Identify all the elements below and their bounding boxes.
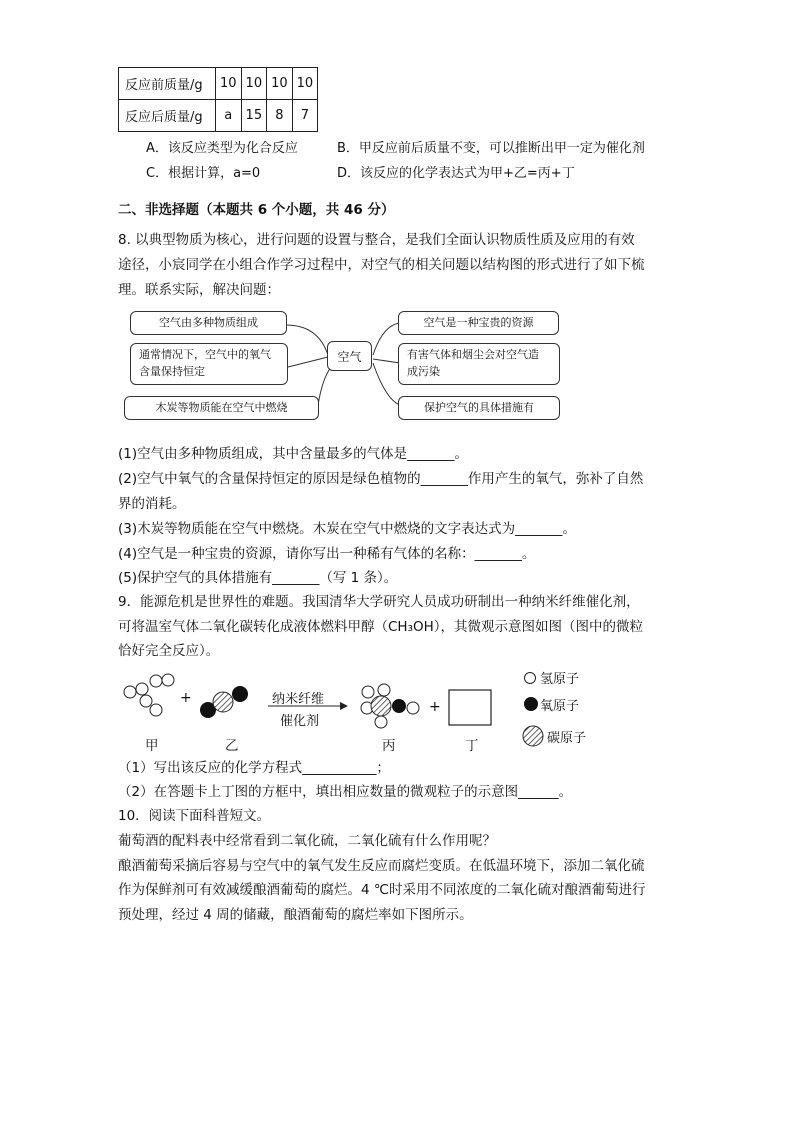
label-ding: 丁 bbox=[465, 738, 479, 754]
option-a: A．该反应类型为化合反应 bbox=[146, 141, 298, 156]
mass-table bbox=[118, 67, 318, 132]
q8-intro-line: 理。联系实际，解决问题： bbox=[118, 282, 280, 298]
legend-carbon: 碳原子 bbox=[547, 731, 587, 746]
plus-sign: + bbox=[429, 699, 441, 715]
diagram-node-label: 通常情况下，空气中的氧气 bbox=[139, 348, 271, 361]
q10-paragraph-line: 葡萄酒的配料表中经常看到二氧化硫，二氧化硫有什么作用呢？ bbox=[118, 833, 496, 849]
table-row bbox=[119, 68, 318, 100]
table-row-label: 反应后质量/g bbox=[119, 100, 216, 132]
legend-hydrogen: 氢原子 bbox=[540, 672, 580, 687]
reaction-micro-diagram bbox=[118, 668, 608, 754]
table-cell: 10 bbox=[292, 68, 318, 100]
table-row-label: 反应前质量/g bbox=[119, 68, 216, 100]
diagram-node-label: 空气是一种宝贵的资源 bbox=[423, 316, 534, 329]
q10-paragraph-line: 作为保鲜剂可有效减缓酿酒葡萄的腐烂。4 ℃时采用不同浓度的二氧化硫对酿酒葡萄进行 bbox=[118, 882, 646, 898]
table-row bbox=[119, 100, 318, 132]
diagram-node-oxygen-constant bbox=[130, 343, 288, 385]
diagram-node-pollution bbox=[398, 343, 560, 385]
label-bing: 丙 bbox=[382, 738, 396, 754]
diagram-node-label: 成污染 bbox=[407, 365, 440, 378]
arrow-label-top: 纳米纤维 bbox=[272, 692, 325, 707]
diagram-center-node bbox=[327, 341, 372, 371]
label-jia: 甲 bbox=[145, 738, 159, 754]
q9-intro-line: 9．能源危机是世界性的难题。我国清华大学研究人员成功研制出一种纳米纤维催化剂， bbox=[118, 594, 640, 610]
q8-sub2: (2)空气中氧气的含量保持恒定的原因是绿色植物的_______作用产生的氧气，弥补了自然 bbox=[118, 471, 644, 487]
legend-oxygen: 氧原子 bbox=[540, 699, 580, 714]
q8-intro-line: 8. 以典型物质为核心，进行问题的设置与整合，是我们全面认识物质性质及应用的有效 bbox=[118, 232, 635, 248]
hydrogen-atom-symbol bbox=[525, 673, 536, 684]
diagram-node-resource bbox=[398, 311, 559, 335]
option-d: D．该反应的化学表达式为甲+乙=丙+丁 bbox=[337, 166, 575, 181]
option-c: C．根据计算，a=0 bbox=[146, 166, 261, 181]
q8-sub3: (3)木炭等物质能在空气中燃烧。木炭在空气中燃烧的文字表达式为_______。 bbox=[118, 521, 576, 537]
diagram-node-label: 木炭等物质能在空气中燃烧 bbox=[155, 401, 288, 414]
q8-sub5: (5)保护空气的具体措施有_______（写 1 条）。 bbox=[118, 570, 398, 586]
option-b: B．甲反应前后质量不变，可以推断出甲一定为催化剂 bbox=[337, 141, 645, 156]
diagram-node-combustion bbox=[124, 396, 319, 420]
q9-sub2: （2）在答题卡上丁图的方框中，填出相应数量的微观粒子的示意图______。 bbox=[118, 784, 573, 800]
q8-intro-line: 途径，小宸同学在小组合作学习过程中，对空气的相关问题以结构图的形式进行了如下梳 bbox=[118, 257, 645, 273]
q8-sub4: (4)空气是一种宝贵的资源，请你写出一种稀有气体的名称：_______。 bbox=[118, 546, 536, 562]
methanol-molecule bbox=[361, 684, 419, 728]
diagram-center-label: 空气 bbox=[337, 349, 362, 364]
diagram-node-protection bbox=[398, 396, 560, 420]
table-cell: 15 bbox=[241, 100, 267, 132]
label-yi: 乙 bbox=[225, 738, 239, 754]
section-title: 二、非选择题（本题共 6 个小题，共 46 分） bbox=[118, 202, 395, 218]
q10-paragraph-line: 预处理，经过 4 周的储藏，酿酒葡萄的腐烂率如下图所示。 bbox=[118, 907, 473, 923]
diagram-node-composition bbox=[130, 311, 287, 335]
diagram-node-label: 有害气体和烟尘会对空气造 bbox=[407, 348, 539, 361]
q9-intro-line: 可将温室气体二氧化碳转化成液体燃料甲醇（CH₃OH），其微观示意图如图（图中的微粒 bbox=[118, 619, 644, 635]
table-cell: 10 bbox=[216, 68, 242, 100]
diagram-node-label: 含量保持恒定 bbox=[139, 365, 205, 378]
table-cell: 8 bbox=[267, 100, 293, 132]
carbon-dioxide-molecule bbox=[200, 686, 248, 718]
diagram-node-label: 空气由多种物质组成 bbox=[159, 316, 258, 329]
product-ding-box bbox=[449, 690, 491, 725]
diagram-node-label: 保护空气的具体措施有 bbox=[424, 401, 534, 414]
arrow-label-bottom: 催化剂 bbox=[280, 714, 320, 729]
q9-sub1: （1）写出该反应的化学方程式___________； bbox=[118, 760, 390, 776]
hydrogen-molecules bbox=[124, 674, 174, 716]
table-cell: 10 bbox=[267, 68, 293, 100]
plus-sign: + bbox=[180, 690, 192, 706]
carbon-atom-symbol bbox=[523, 726, 543, 746]
q9-intro-line: 恰好完全反应）。 bbox=[118, 643, 220, 659]
oxygen-atom-symbol bbox=[524, 697, 538, 711]
table-cell: 10 bbox=[241, 68, 267, 100]
q8-sub2-cont: 界的消耗。 bbox=[118, 496, 186, 512]
q10-paragraph-line: 酿酒葡萄采摘后容易与空气中的氧气发生反应而腐烂变质。在低温环境下，添加二氧化硫 bbox=[118, 858, 645, 874]
table-cell: a bbox=[216, 100, 242, 132]
q10-intro: 10．阅读下面科普短文。 bbox=[118, 808, 271, 824]
q8-sub1: (1)空气由多种物质组成，其中含量最多的气体是_______。 bbox=[118, 446, 468, 462]
table-cell: 7 bbox=[292, 100, 318, 132]
